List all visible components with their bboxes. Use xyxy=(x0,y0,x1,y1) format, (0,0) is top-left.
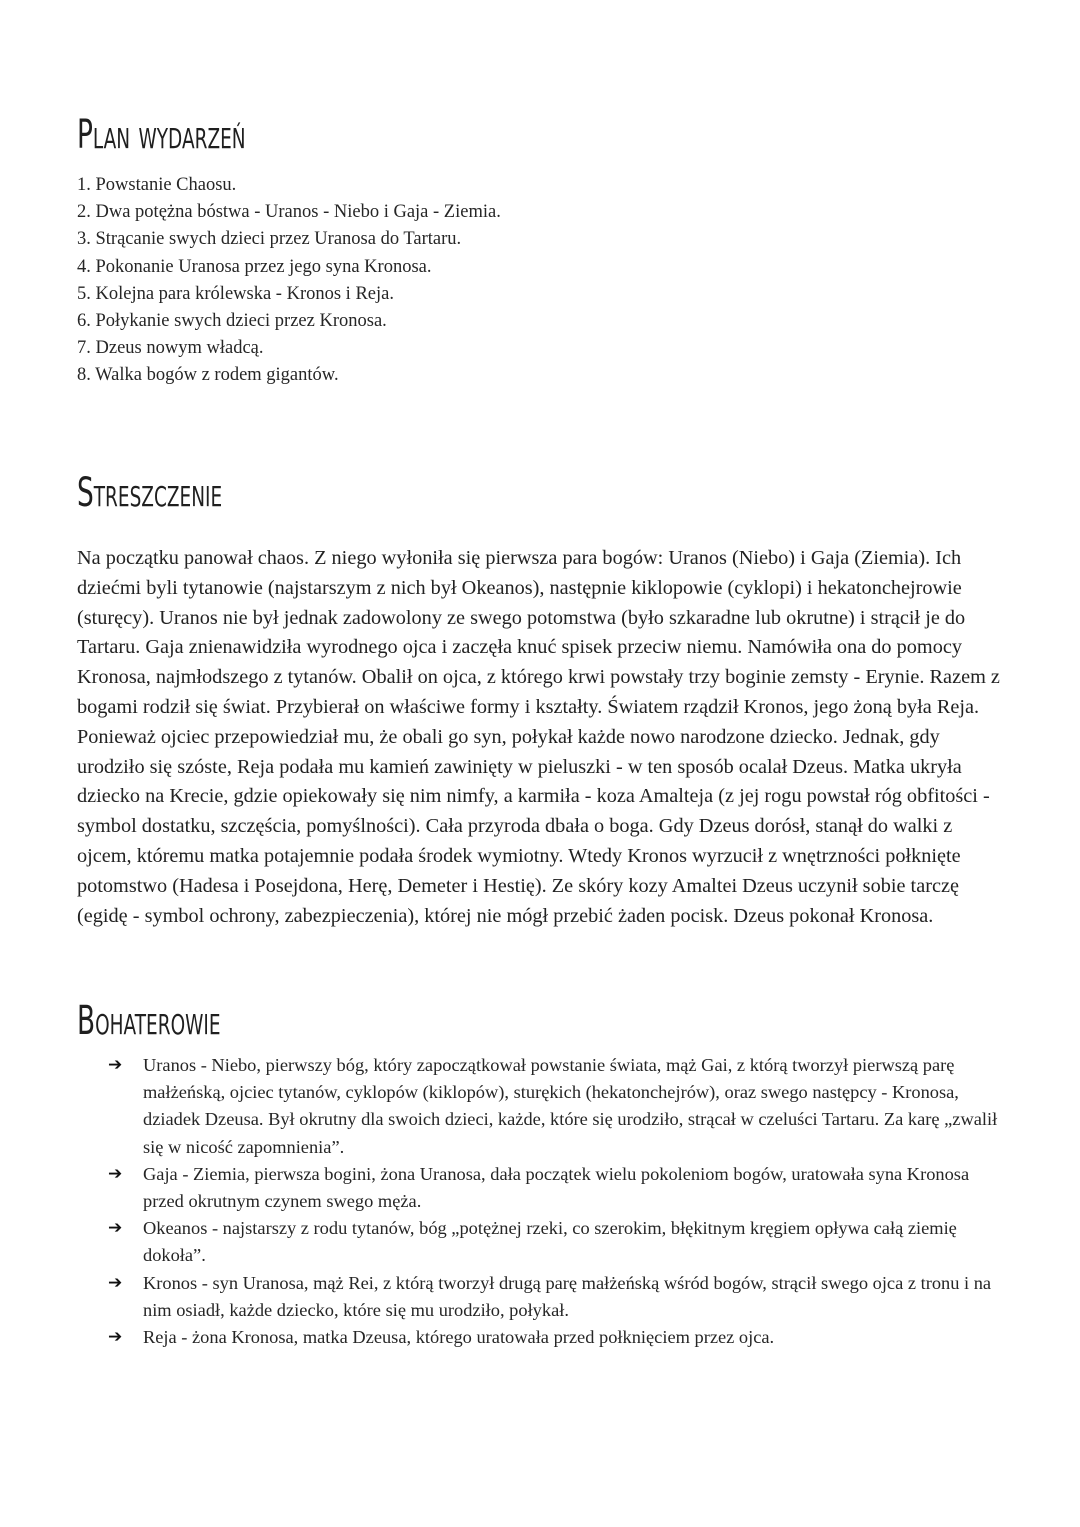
plan-item: 4. Pokonanie Uranosa przez jego syna Kronosa. xyxy=(77,256,432,277)
plan-heading: Plan wydarzeń xyxy=(77,112,246,158)
plan-item: 6. Połykanie swych dzieci przez Kronosa. xyxy=(77,311,387,332)
arrow-bullet-icon: ➔ xyxy=(108,1327,123,1348)
plan-item: 8. Walka bogów z rodem gigantów. xyxy=(77,365,339,386)
hero-item xyxy=(108,1161,1008,1215)
plan-item: 2. Dwa potężna bóstwa - Uranos - Niebo i Gaja - Ziemia. xyxy=(77,202,501,223)
plan-item: 5. Kolejna para królewska - Kronos i Reja. xyxy=(77,283,394,304)
arrow-bullet-icon: ➔ xyxy=(108,1055,123,1075)
heroes-list xyxy=(108,1052,1008,1351)
hero-item xyxy=(108,1270,1008,1324)
plan-list xyxy=(77,172,501,390)
plan-item: 7. Dzeus nowym władcą. xyxy=(77,338,264,359)
hero-description: Gaja - Ziemia, pierwsza bogini, żona Uranosa, dała początek wielu pokoleniom bogów, uratowała syna Kronosa przed okrutnym czynem swego męża. xyxy=(143,1163,970,1212)
hero-item xyxy=(108,1052,1008,1161)
heroes-heading: Bohaterowie xyxy=(77,998,221,1044)
hero-description: Okeanos - najstarszy z rodu tytanów, bóg „potężnej rzeki, co szerokim, błękitnym kręgiem opływa całą ziemię dokoła”. xyxy=(143,1218,957,1266)
plan-item: 3. Strącanie swych dzieci przez Uranosa do Tartaru. xyxy=(77,229,462,250)
arrow-bullet-icon: ➔ xyxy=(108,1272,123,1293)
hero-description: Kronos - syn Uranosa, mąż Rei, z którą tworzył drugą parę małżeńską wśród bogów, strącił swego ojca z tronu i na nim osiadł, każde dziecko, które się mu urodziło, połykał. xyxy=(143,1272,992,1320)
hero-description: Reja - żona Kronosa, matka Dzeusa, którego uratowała przed połknięciem przez ojca. xyxy=(143,1327,775,1348)
hero-item xyxy=(108,1324,1008,1351)
summary-heading: Streszczenie xyxy=(77,470,223,516)
plan-item: 1. Powstanie Chaosu. xyxy=(77,175,237,195)
arrow-bullet-icon: ➔ xyxy=(108,1163,123,1184)
hero-item xyxy=(108,1215,1008,1269)
arrow-bullet-icon: ➔ xyxy=(108,1218,123,1239)
summary-paragraph: Na początku panował chaos. Z niego wyłoniła się pierwsza para bogów: Uranos (Niebo) i Gaja (Ziemia). Ich dziećmi byli tytanowie (najstarszym z nich był Okeanos), następnie kiklopowie (cyklopi) i hekatonchejrowie (sturęcy). Uranos nie był jednak zadowolony ze swego potomstwa (było szkaradne lub okrutne) i strącił je do Tartaru. Gaja znienawidziła wyrodnego ojca i zaczęła knuć spisek przeciw niemu. Namówiła ona do pomocy Kronosa, najmłodszego z tytanów. Obalił on ojca, z którego krwi powstały trzy boginie zemsty - Erynie. Razem z bogami rodził się świat. Przybierał on właściwe formy i kształty. Światem rządził Kronos, jego żoną była Reja. Ponieważ ojciec przepowiedział mu, że obali go syn, połykał każde nowo narodzone dziecko. Jednak, gdy urodziło się szóste, Reja podała mu kamień zawinięty w pieluszki - w ten sposób ocalał Dzeus. Matka ukryła dziecko na Krecie, gdzie opiekowały się nim nimfy, a karmiła - koza Amalteja (z jej rogu powstał róg obfitości - symbol dostatku, szczęścia, pomyślności). Cała przyroda dbała o boga. Gdy Dzeus dorósł, stanął do walki z ojcem, któremu matka potajemnie podała środek wymiotny. Wtedy Kronos wyrzucił z wnętrzności połknięte potomstwo (Hadesa i Posejdona, Herę, Demeter i Hestię). Ze skóry kozy Amaltei Dzeus uczynił sobie tarczę (egidę - symbol ochrony, zabezpieczenia), której nie mógł przebić żaden pocisk. Dzeus pokonał Kronosa. xyxy=(77,547,1000,927)
hero-description: Uranos - Niebo, pierwszy bóg, który zapoczątkował powstanie świata, mąż Gai, z którą tworzył pierwszą parę małżeńską, ojciec tytanów, cyklopów (kiklopów), sturękich (hekatonchejrów), oraz swego następcy - Kronosa, dziadek Dzeusa. Był okrutny dla swoich dzieci, każde, które się urodziło, strącał w czeluści Tartaru. Za karę „zwalił się w nicość zapomnienia”. xyxy=(143,1055,998,1157)
